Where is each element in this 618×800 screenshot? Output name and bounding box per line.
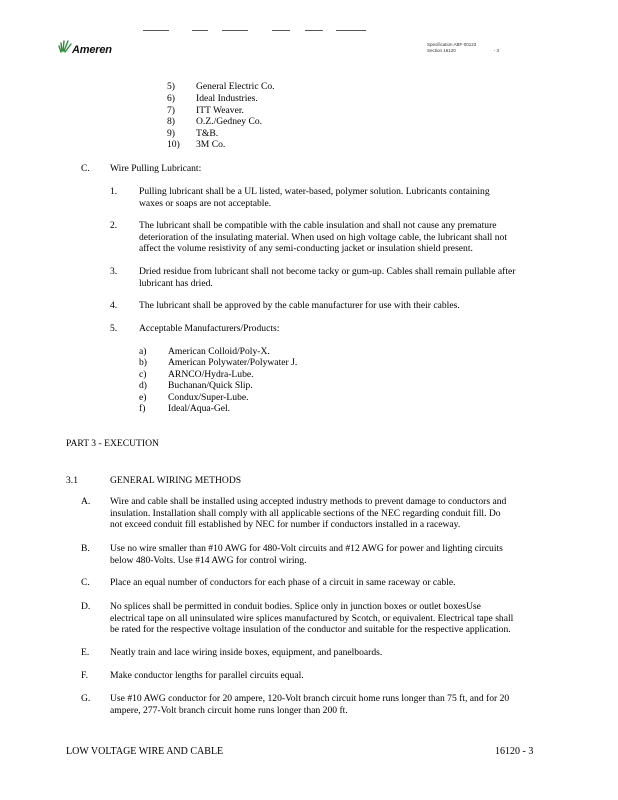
paragraph-line: Pulling lubricant shall be a UL listed, water-based, polymer solution. Lubricants containing xyxy=(139,186,490,197)
product-letter: f) xyxy=(139,403,146,414)
list-item: O.Z./Gedney Co. xyxy=(196,116,263,127)
paragraph-line: Neatly train and lace wiring inside boxes, equipment, and panelboards. xyxy=(110,647,383,658)
spec-section: Section 16120 xyxy=(427,48,456,53)
item-letter: G. xyxy=(81,693,91,704)
paragraph xyxy=(110,647,533,659)
spec-info xyxy=(427,42,499,54)
paragraph xyxy=(139,220,533,255)
list-item-number: 8) xyxy=(167,116,175,127)
paragraph-line: Use no wire smaller than #10 AWG for 480-Volt circuits and #12 AWG for power and lighting circuits xyxy=(110,543,503,554)
item-letter: A. xyxy=(81,496,91,507)
paragraph xyxy=(110,543,533,566)
paragraph xyxy=(139,300,533,312)
spec-line-1: Specification ABF-00123 xyxy=(427,42,477,47)
paragraph-line: not exceed conduit fill established by NEC for number if conductors installed in a raceway. xyxy=(110,519,461,530)
item-letter: B. xyxy=(81,543,90,554)
list-item: ITT Weaver. xyxy=(196,105,244,116)
item-number: 2. xyxy=(110,220,118,231)
product-letter: a) xyxy=(139,346,147,357)
paragraph xyxy=(139,323,533,335)
paragraph-line: Use #10 AWG conductor for 20 ampere, 120-Volt branch circuit home runs longer than 75 ft, and for 20 xyxy=(110,693,510,704)
paragraph-line: Make conductor lengths for parallel circuits equal. xyxy=(110,670,304,681)
paragraph-line: affect the volume resistivity of any semi-conducting jacket or insulation shield present. xyxy=(139,243,473,254)
list-item-number: 10) xyxy=(167,139,180,150)
item-number: 5. xyxy=(110,323,118,334)
item-letter: E. xyxy=(81,647,90,658)
product-letter: b) xyxy=(139,357,147,368)
product-letter: d) xyxy=(139,380,147,391)
paragraph xyxy=(139,186,533,209)
product-letter: c) xyxy=(139,369,147,380)
list-item-number: 9) xyxy=(167,128,175,139)
list-item: General Electric Co. xyxy=(196,81,275,92)
footer-page-number: 16120 - 3 xyxy=(495,746,534,757)
list-item-number: 7) xyxy=(167,105,175,116)
spec-page-dash: - 3 xyxy=(493,48,500,53)
product-name: American Polywater/Polywater J. xyxy=(168,357,298,368)
footer-title: LOW VOLTAGE WIRE AND CABLE xyxy=(66,746,224,757)
paragraph-line: Acceptable Manufacturers/Products: xyxy=(139,323,280,334)
paragraph-line: below 480-Volts. Use #14 AWG for control wiring. xyxy=(110,554,307,566)
paragraph xyxy=(110,601,533,636)
paragraph-line: The lubricant shall be compatible with the cable insulation and shall not cause any premature xyxy=(139,220,497,231)
list-item: Ideal Industries. xyxy=(196,93,258,104)
paragraph xyxy=(110,693,533,716)
paragraph-line: be rated for the respective voltage insulation of the conductor and suitable for the respective application. xyxy=(110,624,511,635)
item-letter: D. xyxy=(81,601,91,612)
paragraph-line: deterioration of the insulating material. When used on high voltage cable, the lubricant shall not xyxy=(139,231,508,243)
product-letter: e) xyxy=(139,392,147,403)
product-name: American Colloid/Poly-X. xyxy=(168,346,270,357)
item-number: 4. xyxy=(110,300,118,311)
paragraph-line: Place an equal number of conductors for each phase of a circuit in same raceway or cable. xyxy=(110,577,456,588)
product-name: Buchanan/Quick Slip. xyxy=(168,380,253,391)
list-item-number: 5) xyxy=(167,81,175,92)
section-number: 3.1 xyxy=(66,475,78,486)
product-name: Condux/Super-Lube. xyxy=(168,392,249,403)
list-item: T&B. xyxy=(196,128,219,139)
paragraph-line: lubricant has dried. xyxy=(139,277,213,289)
paragraph-line: No splices shall be permitted in conduit bodies. Splice only in junction boxes or outlet boxesUse xyxy=(110,601,481,612)
paragraph-line: waxes or soaps are not acceptable. xyxy=(139,197,272,209)
paragraph-line: Wire and cable shall be installed using accepted industry methods to prevent damage to conductors and xyxy=(110,496,507,507)
section-title: Wire Pulling Lubricant: xyxy=(110,163,202,174)
paragraph-line: ampere, 277-Volt branch circuit home runs longer than 200 ft. xyxy=(110,704,348,716)
paragraph-line: electrical tape on all uninsulated wire splices manufactured by Scotch, or equivalent. Electrical tape shall xyxy=(110,612,514,624)
section-letter: C. xyxy=(81,163,90,174)
section-title: GENERAL WIRING METHODS xyxy=(110,475,242,486)
paragraph xyxy=(139,266,533,289)
header-rule-marks xyxy=(0,30,618,32)
product-name: ARNCO/Hydra-Lube. xyxy=(168,369,254,380)
paragraph-line: insulation. Installation shall comply with all applicable sections of the NEC regarding conduit fill. Do xyxy=(110,507,501,519)
paragraph xyxy=(110,670,533,682)
ameren-logo xyxy=(58,38,128,60)
part-heading: PART 3 - EXECUTION xyxy=(66,438,159,449)
list-item: 3M Co. xyxy=(196,139,226,150)
list-item-number: 6) xyxy=(167,93,175,104)
item-letter: F. xyxy=(81,670,88,681)
paragraph xyxy=(110,496,533,531)
item-number: 3. xyxy=(110,266,118,277)
product-name: Ideal/Aqua-Gel. xyxy=(168,403,231,414)
item-number: 1. xyxy=(110,186,118,197)
item-letter: C. xyxy=(81,577,90,588)
logo-wordmark: Ameren xyxy=(72,44,112,56)
paragraph-line: The lubricant shall be approved by the cable manufacturer for use with their cables. xyxy=(139,300,460,311)
paragraph xyxy=(110,577,533,589)
paragraph-line: Dried residue from lubricant shall not become tacky or gum-up. Cables shall remain pullable after xyxy=(139,266,516,277)
spec-line-2 xyxy=(427,48,499,54)
